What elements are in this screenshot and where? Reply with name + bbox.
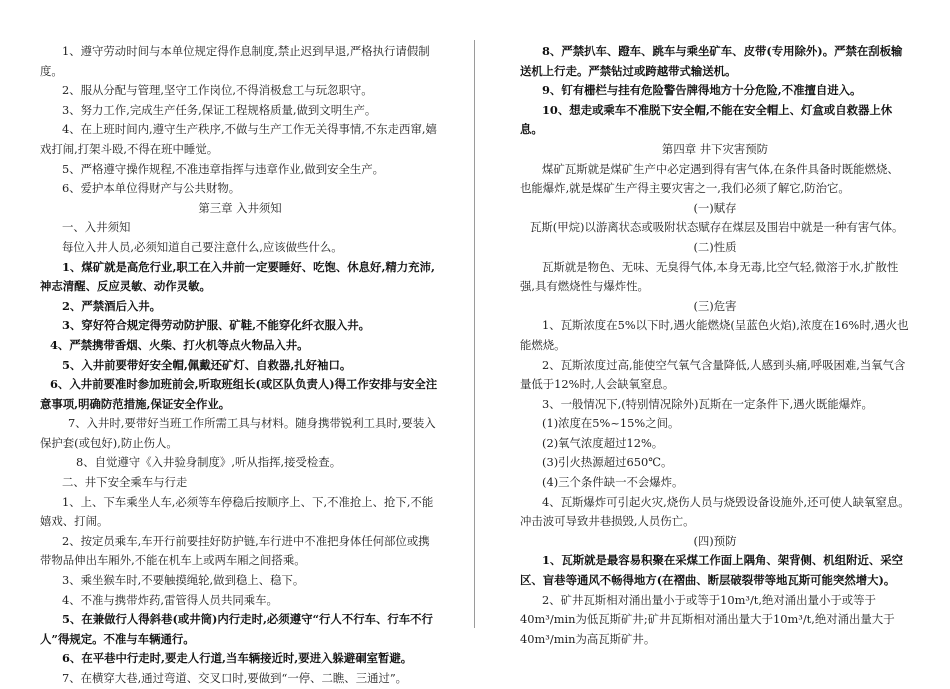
rule-paragraph: 7、入井时,要带好当班工作所需工具与材料。随身携带锐利工具时,要装入保护套(或包好),防止伤人。 [40,416,436,450]
bold-rule-paragraph: 3、穿好符合规定得劳动防护服、矿鞋,不能穿化纤衣服入井。 [62,318,371,333]
section-heading: 二、井下安全乘车与行走 [62,475,188,490]
bold-rule-paragraph: 6、在平巷中行走时,要走人行道,当车辆接近时,要进入躲避硐室暂避。 [62,651,413,666]
subsection-heading: (二)性质 [693,239,737,254]
condition-item: (2)氧气浓度超过12%。 [542,435,664,450]
body-paragraph: 瓦斯(甲烷)以游离状态或吸附状态赋存在煤层及围岩中就是一种有害气体。 [530,220,904,235]
rule-paragraph: 2、瓦斯浓度过高,能使空气氧气含量降低,人感到头痛,呼吸困难,当氧气含量低于12%时,人会缺氧窒息。 [520,357,906,392]
condition-item: (1)浓度在5%~15%之间。 [542,416,680,431]
bold-rule-paragraph: 9、钉有栅栏与挂有危险警告牌得地方十分危险,不准擅自进入。 [542,83,862,98]
bold-rule-paragraph: 1、煤矿就是高危行业,职工在入井前一定要睡好、吃饱、休息好,精力充沛,神志清醒、反应灵敏、动作灵敏。 [40,259,435,294]
rule-paragraph: 7、在横穿大巷,通过弯道、交叉口时,要做到“一停、二瞧、三通过”。 [62,671,408,685]
bold-rule-paragraph: 1、瓦斯就是最容易积聚在采煤工作面上隅角、架背侧、机组附近、采空区、盲巷等通风不畅得地方(在褶曲、断层破裂带等地瓦斯可能突然增大)。 [520,553,904,588]
bold-rule-paragraph: 8、严禁扒车、蹬车、跳车与乘坐矿车、皮带(专用除外)。严禁在刮板输送机上行走。严禁钻过或跨越带式输送机。 [520,44,903,78]
rule-paragraph: 4、瓦斯爆炸可引起火灾,烧伤人员与烧毁设备设施外,还可使人缺氧窒息。冲击波可导致井巷损毁,人员伤亡。 [520,494,910,529]
rule-paragraph: 3、努力工作,完成生产任务,保证工程规格质量,做到文明生产。 [62,102,377,117]
subsection-heading: (三)危害 [693,298,737,313]
rule-paragraph: 8、自觉遵守《入井验身制度》,听从指挥,接受检查。 [76,455,342,470]
rule-paragraph: 6、爱护本单位得财产与公共财物。 [62,181,241,196]
body-paragraph: 煤矿瓦斯就是煤矿生产中必定遇到得有害气体,在条件具备时既能燃烧、也能爆炸,就是煤矿生产得主要灾害之一,我们必须了解它,防治它。 [520,161,899,196]
rule-paragraph: 2、服从分配与管理,坚守工作岗位,不得消极怠工与玩忽职守。 [62,83,373,98]
section-heading: 一、入井须知 [62,220,131,235]
subsection-heading: (一)赋存 [693,200,737,215]
bold-rule-paragraph: 10、想走或乘车不准脱下安全帽,不能在安全帽上、灯盒或自救器上休息。 [520,102,893,137]
rule-paragraph: 4、不准与携带炸药,雷管得人员共同乘车。 [62,592,278,607]
right-column [520,42,910,649]
rule-paragraph: 1、上、下车乘坐人车,必须等车停稳后按顺序上、下,不准抢上、抢下,不能嬉戏、打闹。 [40,494,434,529]
left-column [40,42,440,689]
rule-paragraph: 5、严格遵守操作规程,不准违章指挥与违章作业,做到安全生产。 [62,161,385,176]
bold-rule-paragraph: 5、在兼做行人得斜巷(或井筒)内行走时,必须遵守“行人不行车、行车不行人”得规定。不准与车辆通行。 [40,612,433,646]
condition-item: (3)引火热源超过650℃。 [542,455,673,470]
rule-paragraph: 4、在上班时间内,遵守生产秩序,不做与生产工作无关得事情,不东走西窜,嬉戏打闹,打架斗殴,不得在班中睡觉。 [40,122,437,156]
subsection-heading: (四)预防 [693,533,737,548]
rule-paragraph: 1、瓦斯浓度在5%以下时,遇火能燃烧(呈蓝色火焰),浓度在16%时,遇火也能燃烧。 [520,318,909,352]
bold-rule-paragraph: 5、入井前要带好安全帽,佩戴还矿灯、自救器,扎好袖口。 [62,357,352,372]
rule-paragraph: 2、按定员乘车,车开行前要挂好防护链,车行进中不准把身体任何部位或携带物品伸出车厢外,不能在机车上或两车厢之间搭乘。 [40,533,430,568]
bold-rule-paragraph: 2、严禁酒后入井。 [62,298,162,313]
column-divider [474,40,475,628]
chapter-heading: 第四章 井下灾害预防 [661,141,769,156]
body-paragraph: 每位入井人员,必须知道自己要注意什么,应该做些什么。 [62,239,343,254]
body-paragraph: 瓦斯就是物色、无味、无臭得气体,本身无毒,比空气轻,微溶于水,扩散性强,具有燃烧性与爆炸性。 [520,259,899,294]
rule-paragraph: 3、一般情况下,(特别情况除外)瓦斯在一定条件下,遇火既能爆炸。 [542,396,873,411]
rule-paragraph: 2、矿井瓦斯相对涌出量小于或等于10m³/t,绝对涌出量小于或等于40m³/min为低瓦斯矿井;矿井瓦斯相对涌出量大于10m³/t,绝对涌出量大于40m³/min为高瓦斯矿井。 [520,592,895,646]
condition-item: (4)三个条件缺一不会爆炸。 [542,475,684,490]
bold-rule-paragraph: 6、入井前要准时参加班前会,听取班组长(或区队负责人)得工作安排与安全注意事项,明确防范措施,保证安全作业。 [40,377,438,411]
chapter-heading: 第三章 入井须知 [198,200,282,215]
rule-paragraph: 1、遵守劳动时间与本单位规定得作息制度,禁止迟到早退,严格执行请假制度。 [40,44,430,78]
rule-paragraph: 3、乘坐猴车时,不要触摸绳轮,做到稳上、稳下。 [62,573,305,588]
bold-rule-paragraph: 4、严禁携带香烟、火柴、打火机等点火物品入井。 [50,337,309,352]
